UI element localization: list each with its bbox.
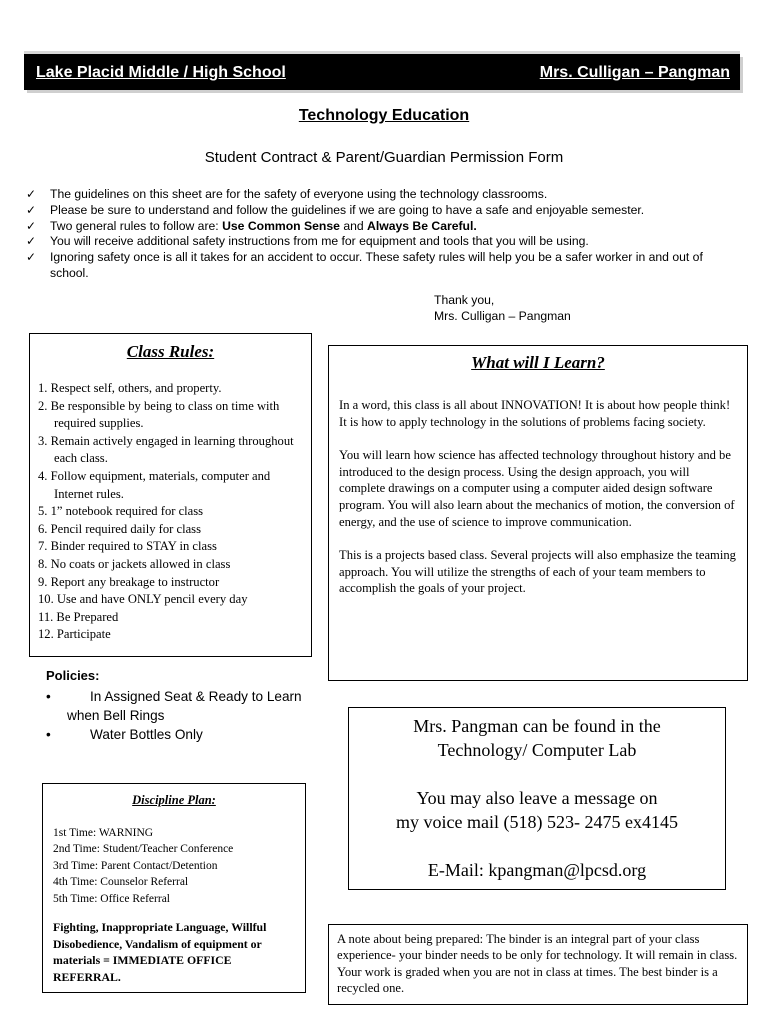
contact-line: Technology/ Computer Lab (437, 740, 637, 760)
rule-common-sense: Use Common Sense (222, 218, 340, 233)
rule-item: 5. 1” notebook required for class (38, 504, 204, 519)
rule-item: 11. Be Prepared (38, 609, 119, 624)
guideline-item: ✓ Ignoring safety once is all it takes for an accident to occur. These safety rules will help you be a safer worker in and out of school. (26, 250, 703, 280)
school-name: Lake Placid Middle / High School (36, 64, 286, 81)
policies-list (46, 687, 336, 744)
learn-body (329, 397, 747, 597)
learn-paragraph-1: In a word, this class is all about INNOVATION! It is about how people think! It is how to apply technology in the solutions of problems facing society. (339, 398, 731, 429)
discipline-step: 1st Time: WARNING (53, 826, 154, 839)
discipline-note: Fighting, Inappropriate Language, Willful Disobedience, Vandalism of equipment or materials = IMMEDIATE OFFICE REFERRAL. (53, 920, 267, 984)
page-subtitle: Student Contract & Parent/Guardian Permission Form (204, 149, 564, 166)
what-will-i-learn-box (328, 345, 748, 681)
bullet-icon: • (46, 689, 51, 704)
contact-line: Mrs. Pangman can be found in the (413, 716, 661, 736)
guideline-item: ✓ The guidelines on this sheet are for the safety of everyone using the technology classrooms. (26, 187, 548, 201)
rule-item: 8. No coats or jackets allowed in class (38, 556, 231, 571)
policies-title: Policies: (46, 668, 100, 683)
discipline-step: 5th Time: Office Referral (53, 892, 170, 905)
contact-info-box (348, 707, 726, 890)
contact-phone: my voice mail (518) 523- 2475 ex4145 (396, 812, 678, 832)
rule-item: 3. Remain actively engaged in learning throughout each class. (38, 433, 294, 466)
discipline-step: 3rd Time: Parent Contact/Detention (53, 859, 218, 872)
class-rules-title: Class Rules: (126, 342, 215, 361)
rule-item: 9. Report any breakage to instructor (38, 574, 220, 589)
binder-note-box: A note about being prepared: The binder is an integral part of your class experience- your binder needs to be only for technology. It will remain in class. Your work is graded when you are not in class at times. The best binder is a recycled one. (328, 924, 748, 1005)
rule-item: 6. Pencil required daily for class (38, 521, 201, 536)
guideline-item: ✓ You will receive additional safety instructions from me for equipment and tools that you will be using. (26, 234, 589, 249)
learn-paragraph-3: This is a projects based class. Several projects will also emphasize the teaming approach. You will utilize the strengths of each of your team members to accomplish the goals of your project. (339, 548, 736, 596)
guideline-item: ✓ Two general rules to follow are: Use Common Sense and Always Be Careful. (26, 218, 477, 233)
policy-item: • Water Bottles Only (46, 727, 203, 742)
checkmark-icon: ✓ (26, 202, 37, 217)
contact-email: E-Mail: kpangman@lpcsd.org (427, 860, 647, 880)
rule-item: 12. Participate (38, 627, 111, 642)
teacher-name: Mrs. Culligan – Pangman (539, 64, 730, 81)
discipline-plan-box (42, 783, 306, 993)
checkmark-icon: ✓ (26, 234, 37, 249)
checkmark-icon: ✓ (26, 250, 37, 265)
checkmark-icon: ✓ (26, 187, 37, 201)
rule-item: 1. Respect self, others, and property. (38, 381, 222, 395)
discipline-title: Discipline Plan: (132, 793, 216, 807)
rule-item: 10. Use and have ONLY pencil every day (38, 592, 248, 607)
learn-title: What will I Learn? (471, 353, 605, 372)
rule-item: 7. Binder required to STAY in class (38, 539, 217, 554)
learn-paragraph-2: You will learn how science has affected technology throughout history and be introduced to the design process. Using the design approach, you will complete drawings on a computer using a computer aided design software program. You will also learn about the mechanics of motion, the conversion of (339, 448, 735, 512)
discipline-step: 2nd Time: Student/Teacher Conference (53, 843, 234, 855)
bullet-icon: • (46, 727, 51, 742)
discipline-step: 4th Time: Counselor Referral (53, 876, 189, 888)
header-bar (24, 54, 740, 90)
signature-name: Mrs. Culligan – Pangman (434, 309, 571, 323)
guideline-item: ✓ Please be sure to understand and follow the guidelines if we are going to have a safe and enjoyable semester. (26, 202, 645, 217)
thanks-line: Thank you, (434, 293, 495, 307)
policy-item: • In Assigned Seat & Ready to Learn when Bell Rings (46, 689, 302, 723)
rule-item: 2. Be responsible by being to class on time with required supplies. (38, 398, 280, 431)
learn-paragraph-2-end: energy, and the use of science to improve communication. (339, 514, 632, 529)
rule-be-careful: Always Be Careful. (367, 218, 477, 233)
class-rules-box (29, 333, 312, 657)
rule-item: 4. Follow equipment, materials, computer and Internet rules. (38, 468, 271, 501)
checkmark-icon: ✓ (26, 218, 37, 233)
signature-block (434, 292, 571, 324)
page-title: Technology Education (298, 107, 470, 124)
guidelines-list (26, 187, 738, 282)
contact-line: You may also leave a message on (416, 788, 658, 808)
class-rules-list (30, 380, 311, 644)
